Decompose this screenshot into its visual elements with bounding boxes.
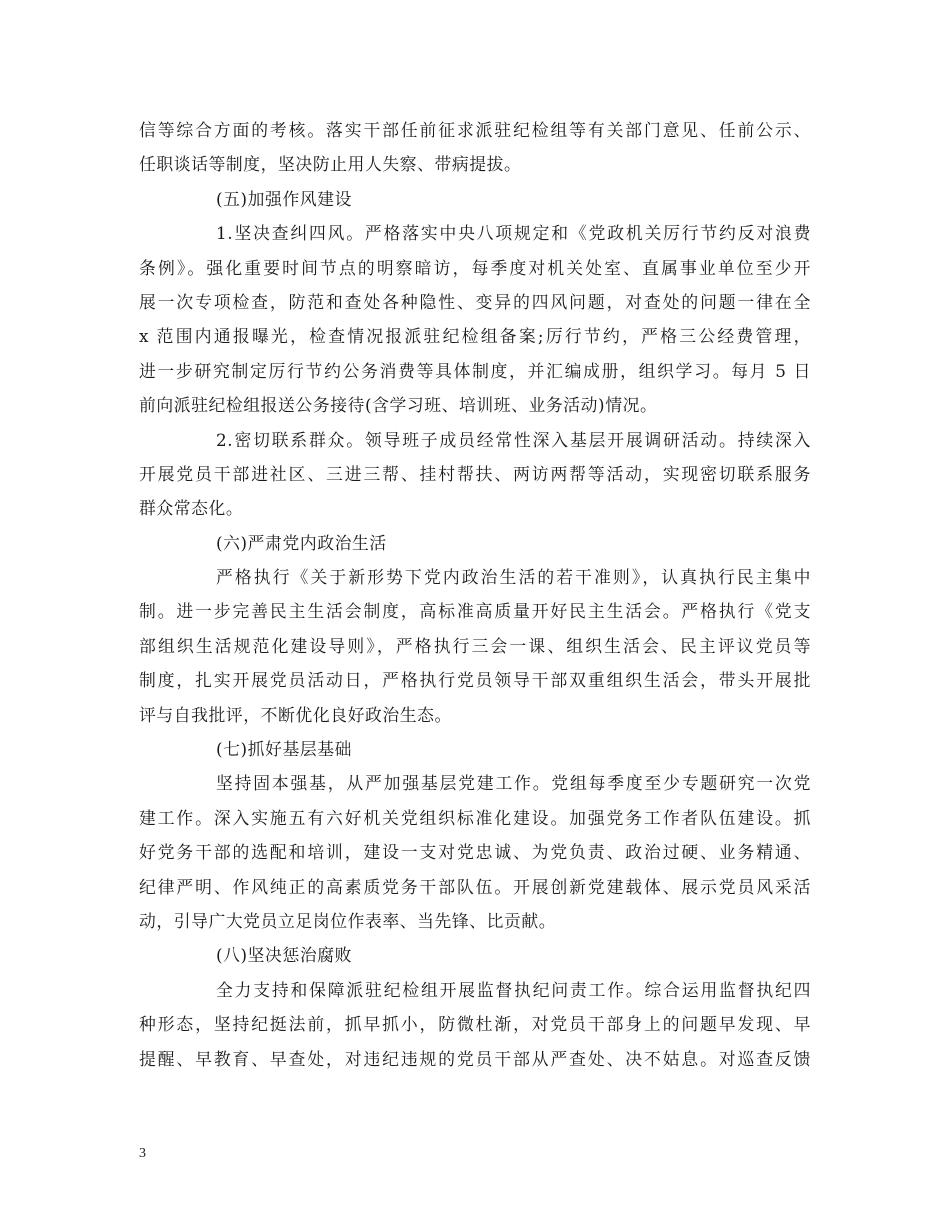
section-heading: (五)加强作风建设 <box>216 188 352 209</box>
paragraph-line: 任职谈话等制度，坚决防止用人失察、带病提拔。 <box>139 154 522 175</box>
paragraph-line: 2.密切联系群众。领导班子成员经常性深入基层开展调研活动。持续深入 <box>216 429 811 450</box>
document-body <box>139 113 811 1076</box>
paragraph-line: 纪律严明、作风纯正的高素质党务干部队伍。开展创新党建载体、展示党员风采活 <box>139 876 811 897</box>
section-heading: (六)严肃党内政治生活 <box>216 532 387 553</box>
paragraph-line: 制。进一步完善民主生活会制度，高标准高质量开好民主生活会。严格执行《党支 <box>139 601 811 622</box>
paragraph-line: 提醒、早教育、早查处，对违纪违规的党员干部从严查处、决不姑息。对巡查反馈 <box>139 1048 811 1069</box>
paragraph-line: 条例》。强化重要时间节点的明察暗访，每季度对机关处室、直属事业单位至少开 <box>139 257 811 278</box>
paragraph-line: 种形态，坚持纪挺法前，抓早抓小，防微杜渐，对党员干部身上的问题早发现、早 <box>139 1014 811 1035</box>
paragraph-line: 部组织生活规范化建设导则》，严格执行三会一课、组织生活会、民主评议党员等 <box>139 635 811 656</box>
page-number: 3 <box>139 1146 146 1161</box>
section-heading: (七)抓好基层基础 <box>216 739 352 760</box>
paragraph-line: 严格执行《关于新形势下党内政治生活的若干准则》，认真执行民主集中 <box>216 567 811 588</box>
paragraph-line: 制度，扎实开展党员活动日，严格执行党员领导干部双重组织生活会，带头开展批 <box>139 670 811 691</box>
paragraph-line: 动，引导广大党员立足岗位作表率、当先锋、比贡献。 <box>139 910 557 931</box>
paragraph-line: 评与自我批评，不断优化良好政治生态。 <box>139 704 452 725</box>
paragraph-line: 好党务干部的选配和培训，建设一支对党忠诚、为党负责、政治过硬、业务精通、 <box>139 842 811 863</box>
paragraph-line: 全力支持和保障派驻纪检组开展监督执纪问责工作。综合运用监督执纪四 <box>216 979 811 1000</box>
paragraph-line: 坚持固本强基，从严加强基层党建工作。党组每季度至少专题研究一次党 <box>216 773 811 794</box>
paragraph-line: x 范围内通报曝光，检查情况报派驻纪检组备案;厉行节约，严格三公经费管理， <box>139 326 811 347</box>
paragraph-line: 展一次专项检查，防范和查处各种隐性、变异的四风问题，对查处的问题一律在全 <box>139 291 811 312</box>
section-heading: (八)坚决惩治腐败 <box>216 945 352 966</box>
paragraph-line: 建工作。深入实施五有六好机关党组织标准化建设。加强党务工作者队伍建设。抓 <box>139 807 811 828</box>
paragraph-line: 进一步研究制定厉行节约公务消费等具体制度，并汇编成册，组织学习。每月 5 日 <box>139 360 811 381</box>
paragraph-line: 1.坚决查纠四风。严格落实中央八项规定和《党政机关厉行节约反对浪费 <box>216 223 811 244</box>
paragraph-line: 群众常态化。 <box>139 498 244 519</box>
paragraph-line: 前向派驻纪检组报送公务接待(含学习班、培训班、业务活动)情况。 <box>139 395 658 416</box>
paragraph-line: 开展党员干部进社区、三进三帮、挂村帮扶、两访两帮等活动，实现密切联系服务 <box>139 463 811 484</box>
paragraph-line: 信等综合方面的考核。落实干部任前征求派驻纪检组等有关部门意见、任前公示、 <box>139 120 811 140</box>
